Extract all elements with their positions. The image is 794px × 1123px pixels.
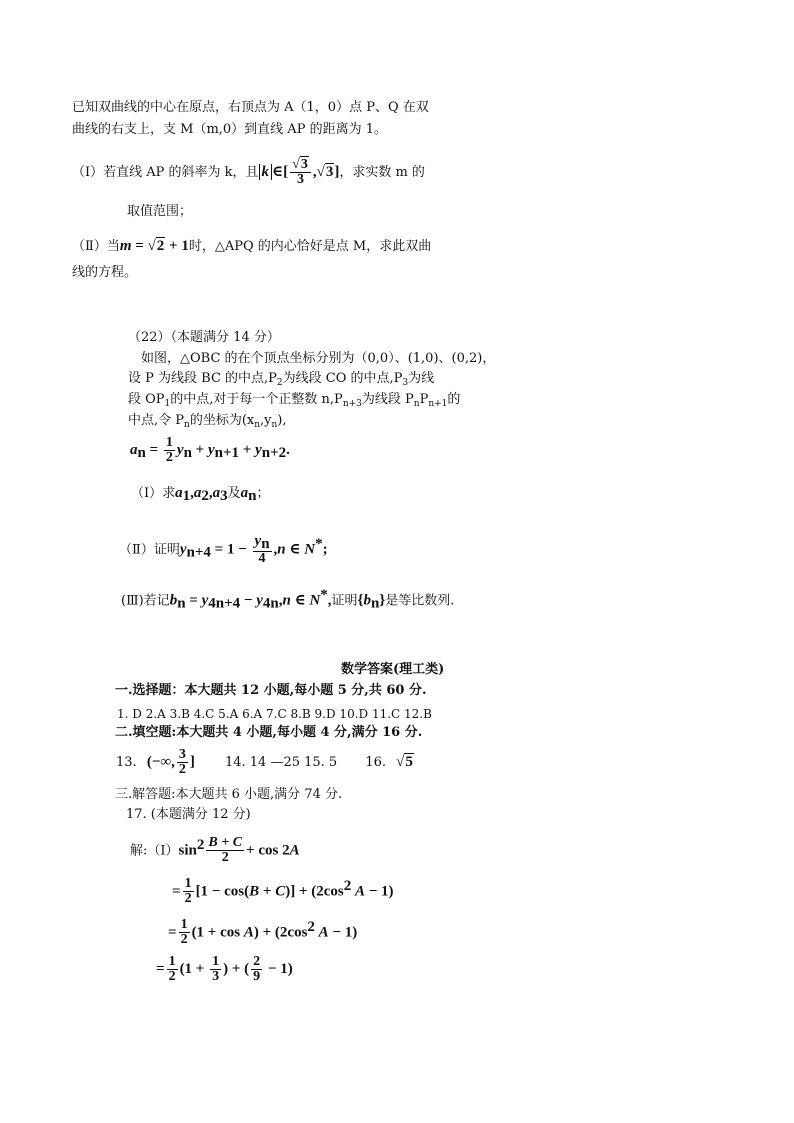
answers-title: 数学答案(理工类) — [341, 662, 445, 677]
p21-part1-prefix: （Ⅰ）若直线 AP 的斜率为 k，且 — [72, 165, 259, 180]
sol-line2: = $\frac{1}{2}$ $[1 - \cos(B + C)] + (2\cos^2$ A − 1) — [172, 876, 394, 907]
p22-part2: （Ⅱ）证明$y_{n+4} = 1$ − $\frac{y_n}{4}$ ,n ∈ N*; — [119, 532, 328, 566]
p22-an-formula: $a_n$ = $\frac{1}{2}$ $y_n + y_{n+1} + y_{n+2}$. — [130, 435, 290, 465]
answers-fill: 13. (−∞, $\frac{3}{2}$ ] 14. 14 —25 15. 5 16. √5 — [116, 747, 413, 777]
sqrt3-over-3: $\frac{√3}{3}$ — [290, 158, 311, 187]
answers-sec3: 三.解答题:本大题共 6 小题,满分 74 分. — [115, 787, 343, 802]
p22-line4: 中点,令 $P_n$的坐标为$(x_n,y_n)$, — [128, 413, 287, 430]
p21-line2: 曲线的右支上，支 M（m,0）到直线 AP 的距离为 1。 — [72, 122, 387, 137]
sol-line1: 解$:(Ⅰ)\sin^2$ $\frac{B + C}{2}$ + cos 2A — [130, 835, 300, 866]
p21-part2-cont: 线的方程。 — [72, 265, 138, 280]
p21-part1-suffix: ，求实数 m 的 — [339, 165, 425, 180]
p21-part1-formula: k ∈[ $\frac{√3}{3}$ ,√3] — [259, 164, 340, 180]
p22-line2: 设 P 为线段 BC 的中点$,P_2$为线段 CO 的中点$,P_3$为线 — [128, 371, 435, 388]
p22-line3: 段 $OP_1$的中点,对于每一个正整数 $n,P_{n+3}$为线段 $P_nP_{n+1}$的 — [128, 392, 461, 409]
p22-part3: (Ⅲ)若记$b_n = y_{4n+4} - y_{4n},n$ ∈ N*,证明$\{b_n\}$是等比数列. — [121, 587, 455, 612]
p22-header: （22）（本题满分 14 分） — [128, 330, 280, 345]
sol-line3: = $\frac{1}{2}$ $(1 + \cos A) + (2\cos^2$ A − 1) — [168, 917, 358, 948]
p21-part2: （Ⅱ）当m = √2 + 1时，△APQ 的内心恰好是点 M，求此双曲 — [72, 238, 432, 254]
p22-part1: （Ⅰ）求$a_1,a_2,a_3$及$a_n$； — [131, 485, 270, 504]
p21-part2-prefix: （Ⅱ）当 — [72, 239, 120, 254]
p21-m-formula: m — [119, 238, 132, 254]
p21-part1 — [72, 158, 425, 187]
p21-line1: 已知双曲线的中心在原点，右顶点为 A（1，0）点 P、Q 在双 — [72, 100, 429, 115]
p21-part2-suffix: 时，△APQ 的内心恰好是点 M，求此双曲 — [188, 239, 432, 254]
p21-part1-cont: 取值范围； — [127, 204, 193, 219]
answers-sec2: 二.填空题:本大题共 4 小题,每小题 4 分,满分 16 分. — [115, 725, 423, 740]
sol-line4: = $\frac{1}{2}$ (1 + $\frac{1}{3}$ ) + ( $\frac{2}{9}$ − 1) — [156, 954, 293, 984]
answers-sec1: 一.选择题：本大题共 12 小题,每小题 5 分,共 60 分. — [115, 683, 427, 698]
answers-choices: 1. D 2.A 3.B 4.C 5.A 6.A 7.C 8.B 9.D 10.D 11.C 12.B — [117, 707, 432, 721]
answers-p17: 17. (本题满分 12 分) — [126, 807, 251, 822]
p22-line1: 如图，△OBC 的在个顶点坐标分别为（0,0）、(1,0)、(0,2)， — [141, 351, 496, 366]
